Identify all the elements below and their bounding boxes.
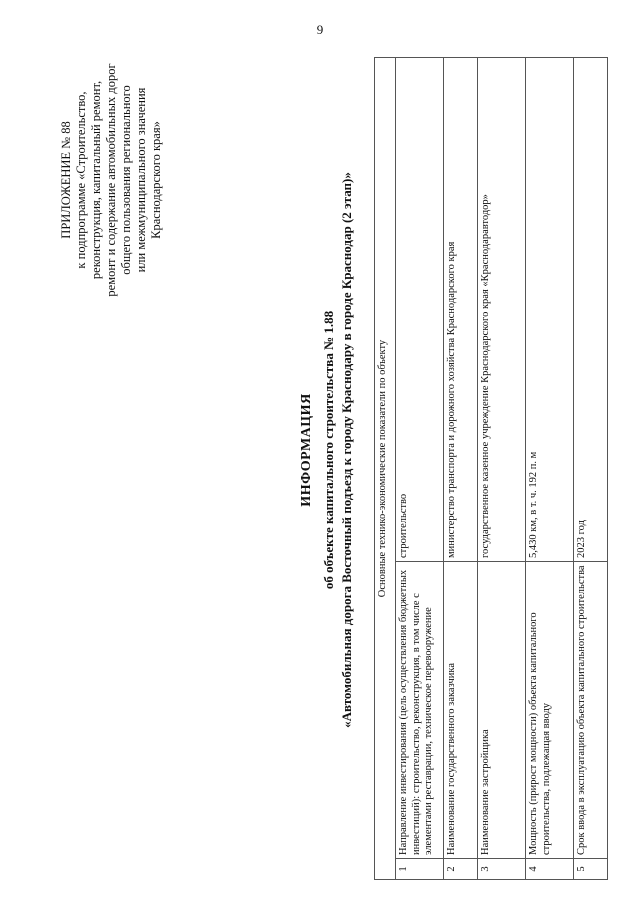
row-name: Наименование застройщика [478,562,526,859]
appendix-line: к подпрограмме «Строительство, [74,91,88,269]
appendix-title: ПРИЛОЖЕНИЕ № 88 [59,121,73,239]
row-name: Мощность (прирост мощности) объекта капитального строительства, подлежащая вводу [526,562,574,859]
appendix-line: общего пользования регионального [119,85,133,275]
indicators-table [374,57,608,880]
row-value: строительство [396,58,444,562]
document-heading [299,40,355,860]
row-value: 5,430 км, в т. ч. 192 п. м [526,58,574,562]
row-name: Направление инвестирования (цель осуществления бюджетных инвестиций): строительство, реконструкция, в том числе с элементами реставрации, техническое перевооружение [396,562,444,859]
table-row [396,58,444,880]
heading-object-name: «Автомобильная дорога Восточный подъезд к городу Краснодару в городе Краснодар (2 этап)» [339,172,354,728]
heading-subtitle: об объекте капитального строительства № 1.88 [321,310,336,590]
row-name: Срок ввода в эксплуатацию объекта капитального строительства [574,562,608,859]
row-number: 5 [574,859,608,880]
table-header: Основные технико-экономические показатели по объекту [375,58,396,880]
table-row [478,58,526,880]
table-row [444,58,478,880]
row-name: Наименование государственного заказчика [444,562,478,859]
row-number: 4 [526,859,574,880]
row-value: министерство транспорта и дорожного хозяйства Краснодарского края [444,58,478,562]
table-row [574,58,608,880]
row-number: 1 [396,859,444,880]
appendix-block [59,40,164,320]
table-header-row [375,58,396,880]
table-row [526,58,574,880]
appendix-line: Краснодарского края» [149,121,163,239]
row-number: 2 [444,859,478,880]
row-value: государственное казенное учреждение Краснодарского края «Краснодаравтодор» [478,58,526,562]
heading-title: ИНФОРМАЦИЯ [299,393,314,507]
appendix-line: реконструкция, капитальный ремонт, [89,80,103,280]
row-value: 2023 год [574,58,608,562]
row-number: 3 [478,859,526,880]
appendix-line: ремонт и содержание автомобильных дорог [104,63,118,297]
appendix-line: или межмуниципального значения [134,87,148,273]
page-number: 9 [316,22,324,37]
rotated-page-content [31,35,609,880]
